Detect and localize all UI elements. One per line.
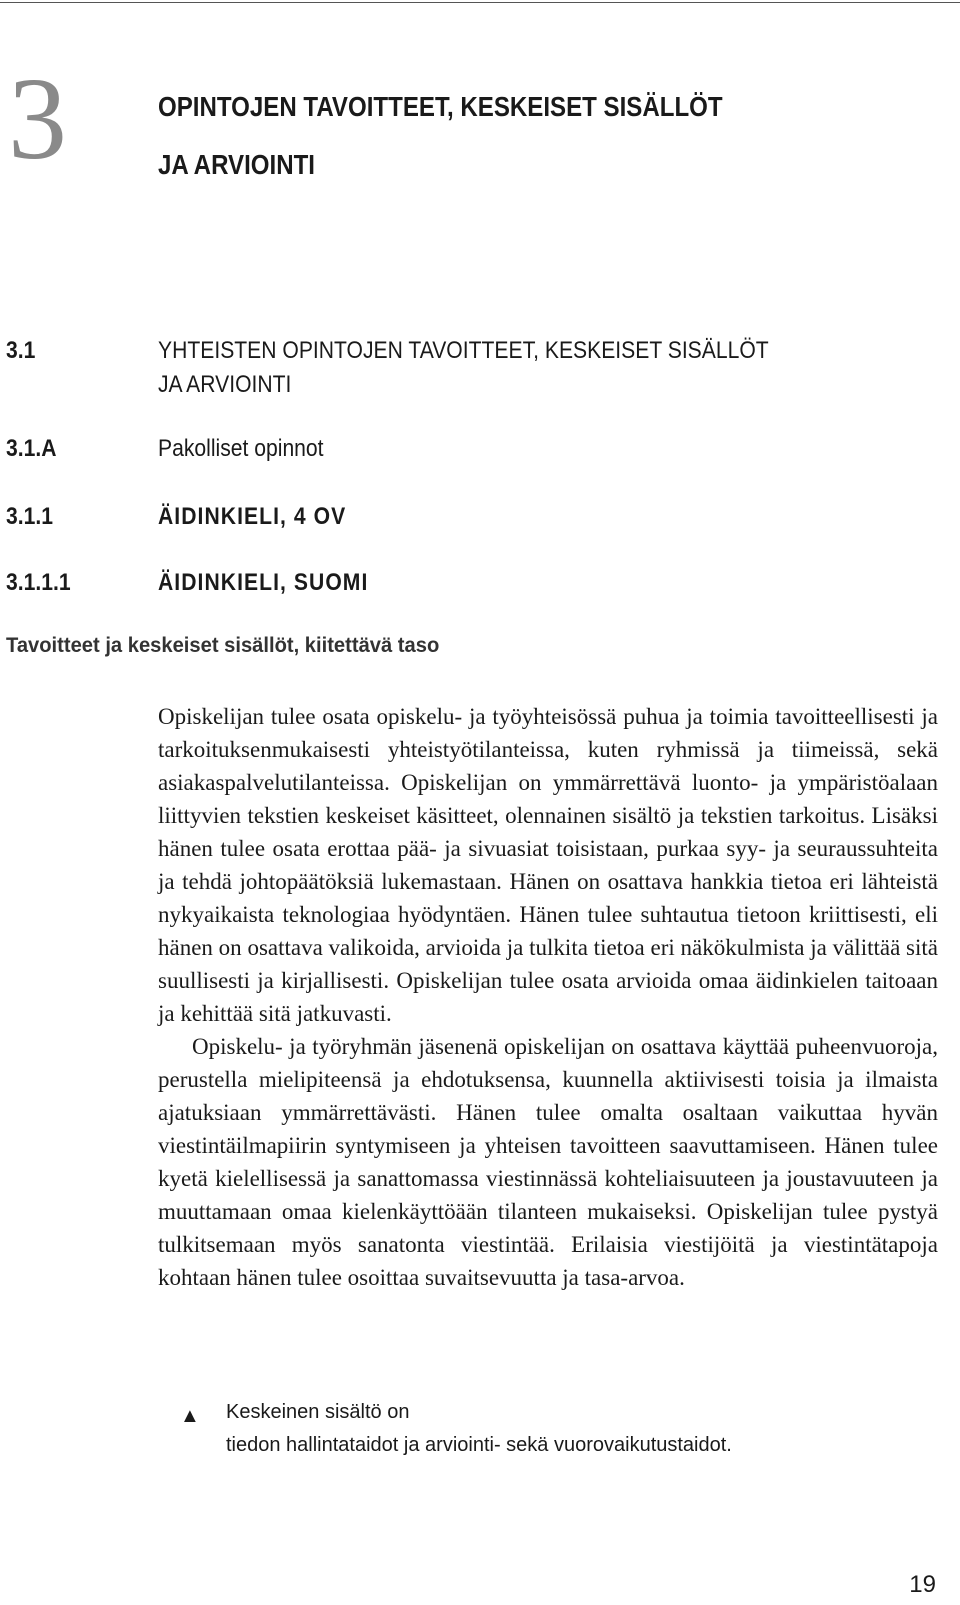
key-content-line2: tiedon hallintataidot ja arviointi- sekä vuorovaikutustaidot.: [226, 1434, 732, 1456]
page-number: 19: [909, 1571, 936, 1598]
body-paragraph-1: Opiskelijan tulee osata opiskelu- ja työyhteisössä puhua ja toimia tavoitteellisesti ja tarkoituksenmukaisesti yhteistyötilanteissa, kuten ryhmissä ja tiimeissä, sekä asiakaspalvelutilanteissa. Opiskelijan on ymmärrettävä luonto- ja ympäristöalaan liittyvien tekstien keskeiset käsitteet, olennainen sisältö ja tekstien tarkoitus. Lisäksi hänen tulee osata erottaa pää- ja sivuasiat toisistaan, purkaa syy- ja seuraussuhteita ja tehdä johtopäätöksiä lukemastaan. Hänen on osattava hankkia tietoa eri lähteistä nykyaikaista teknologiaa hyödyntäen. Hänen tulee suhtautua tietoon kriittisesti, eli hänen on osattava valikoida, arvioida ja tulkita tietoa eri näkökulmista ja välittää sitä suullisesti ja kirjallisesti. Opiskelijan tulee osata arvioida omaa äidinkielen taitoaan ja kehittää sitä jatkuvasti.: [158, 704, 938, 1026]
section-number: 3.1.A: [6, 435, 57, 462]
body-text: [158, 700, 938, 1294]
section-heading-3-1: [6, 334, 936, 402]
section-number: 3.1: [6, 337, 36, 364]
section-title-line2: JA ARVIOINTI: [158, 371, 292, 398]
section-heading-3-1-1-1: [6, 566, 936, 600]
top-rule: [0, 2, 960, 3]
key-content-note: [180, 1396, 732, 1462]
section-number: 3.1.1.1: [6, 569, 71, 596]
section-title-line1: YHTEISTEN OPINTOJEN TAVOITTEET, KESKEISET SISÄLLÖT: [158, 337, 769, 364]
chapter-title-line2: JA ARVIOINTI: [158, 149, 315, 180]
chapter-title-line1: OPINTOJEN TAVOITTEET, KESKEISET SISÄLLÖT: [158, 91, 723, 122]
body-paragraph-2: Opiskelu- ja työryhmän jäsenenä opiskelijan on osattava käyttää puheenvuoroja, perustella mielipiteensä ja ehdotuksensa, kuunnella aktiivisesti toisia ja ilmaista ajatuksiaan ymmärrettävästi. Hänen tulee omalta osaltaan vaikuttaa hyvän viestintäilmapiirin syntymiseen ja yhteisen tavoitteen saavuttamiseen. Hänen tulee kyetä kielellisessä ja sanattomassa viestinnässä kohteliaisuuteen ja joustavuuteen ja muuttamaan omaa kielenkäyttöään tilanteen mukaiseksi. Opiskelijan tulee pystyä tulkitsemaan myös sanatonta viestintää. Erilaisia viestijöitä ja viestintätapoja kohtaan hänen tulee osoittaa suvaitsevuutta ja tasa-arvoa.: [158, 1034, 938, 1290]
chapter-title: [158, 78, 829, 194]
section-title: ÄIDINKIELI, 4 OV: [158, 503, 347, 530]
triangle-icon: ▲: [180, 1405, 200, 1427]
section-title: ÄIDINKIELI, SUOMI: [158, 569, 369, 596]
goals-subheading: Tavoitteet ja keskeiset sisällöt, kiitettävä taso: [6, 634, 440, 657]
section-heading-3-1-1: [6, 500, 936, 534]
section-number: 3.1.1: [6, 503, 53, 530]
section-title: Pakolliset opinnot: [158, 435, 324, 462]
key-content-line1: Keskeinen sisältö on: [226, 1401, 410, 1423]
chapter-number: 3: [8, 53, 67, 184]
section-heading-3-1-a: [6, 432, 936, 466]
